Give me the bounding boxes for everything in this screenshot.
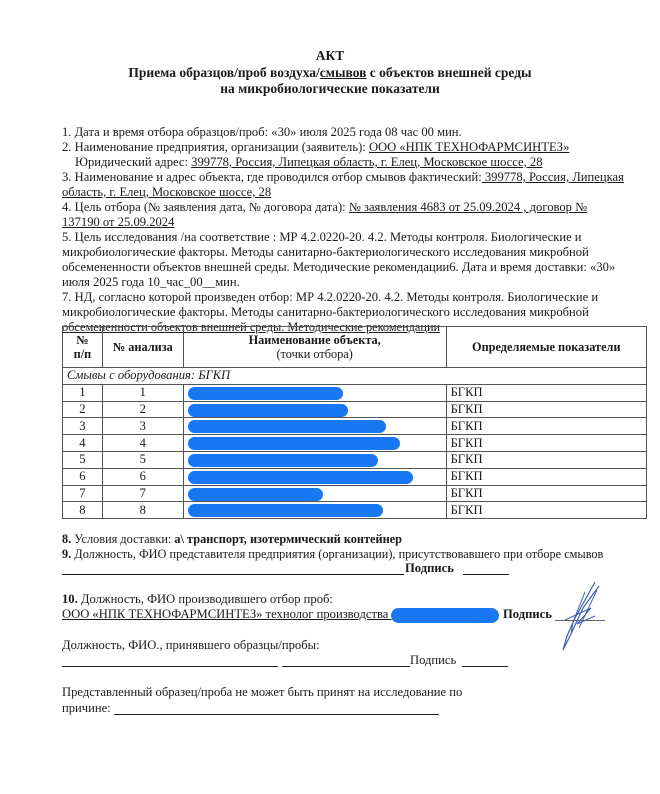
- item-1-date: 1. Дата и время отбора образцов/проб: «30» июля 2025 года 08 час 00 мин.: [62, 125, 462, 139]
- document-subtitle: [0, 65, 660, 81]
- item-number: 8.: [62, 532, 72, 546]
- item-5-line2: микробиологические факторы. Методы санитарно-бактериологического исследования микробной: [62, 245, 589, 259]
- redaction-mark: [188, 437, 400, 450]
- item-7-line3: обсемененности объектов внешней среды. Методические рекомендации: [62, 320, 441, 334]
- item-9-representative: [62, 547, 603, 562]
- table-row: [63, 418, 647, 435]
- row-number: 8: [63, 502, 103, 519]
- address-label: Юридический адрес:: [75, 155, 192, 169]
- analysis-number: 2: [102, 401, 183, 418]
- item-3-value: 399778, Россия, Липецкая: [481, 170, 624, 184]
- analysis-number: 8: [102, 502, 183, 519]
- header-text: Наименование объекта,: [248, 333, 381, 347]
- item-9-signature-line: [463, 574, 509, 575]
- item-4-value: № заявления 4683 от 25.09.2024 , договор №: [348, 200, 588, 214]
- item-2-organization: [62, 140, 569, 155]
- header-text: №: [76, 333, 89, 347]
- item-number: 9.: [62, 547, 72, 561]
- indicator: БГКП: [446, 485, 646, 502]
- redaction-mark: [188, 387, 343, 400]
- object-name-redacted: [183, 451, 446, 468]
- row-number: 5: [63, 451, 103, 468]
- item-8-delivery-conditions: [62, 532, 402, 547]
- item-2-value: ООО «НПК ТЕХНОФАРМСИНТЕЗ»: [368, 140, 570, 154]
- indicator: БГКП: [446, 401, 646, 418]
- redaction-mark: [188, 488, 323, 501]
- table-row: [63, 468, 647, 485]
- receiver-signature-line: [462, 666, 508, 667]
- analysis-number: 6: [102, 468, 183, 485]
- item-3-label: 3. Наименование и адрес объекта, где проводился отбор смывов фактический:: [62, 170, 482, 184]
- table-row: [63, 384, 647, 401]
- object-name-redacted: [183, 485, 446, 502]
- table-row: [63, 502, 647, 519]
- object-name-redacted: [183, 502, 446, 519]
- item-5-line1: 5. Цель исследования /на соответствие : МР 4.2.0220-20. 4.2. Методы контроля. Биологические и: [62, 230, 582, 244]
- item-8-value: а\ транспорт, изотермический контейнер: [174, 532, 402, 546]
- item-3-object: [62, 170, 624, 185]
- analysis-number: 5: [102, 451, 183, 468]
- table-group-row: [63, 368, 647, 385]
- reject-reason-line1: Представленный образец/проба не может быть принят на исследование по: [62, 685, 463, 699]
- row-number: 3: [63, 418, 103, 435]
- reject-reason-line: [114, 714, 439, 715]
- col-header-object: [183, 327, 446, 368]
- analysis-number: 3: [102, 418, 183, 435]
- item-4-label: 4. Цель отбора (№ заявления дата, № договора дата):: [62, 200, 349, 214]
- table-row: [63, 485, 647, 502]
- analysis-number: 1: [102, 384, 183, 401]
- indicator: БГКП: [446, 384, 646, 401]
- item-number: 10.: [62, 592, 78, 606]
- address-value: 399778, Россия, Липецкая область, г. Елец, Московское шоссе, 28: [191, 155, 543, 169]
- row-number: 7: [63, 485, 103, 502]
- subtitle-part: Приема образцов/проб воздуха/: [128, 65, 320, 80]
- object-name-redacted: [183, 401, 446, 418]
- subtitle-part: с объектов внешней среды: [366, 65, 532, 80]
- redaction-mark: [188, 504, 383, 517]
- subtitle-underlined: смывов: [319, 65, 367, 80]
- object-name-redacted: [183, 384, 446, 401]
- receiver-position-line: [282, 666, 410, 667]
- document-subtitle-line2: на микробиологические показатели: [220, 81, 440, 96]
- object-name-redacted: [183, 468, 446, 485]
- item-2-address: [75, 155, 543, 170]
- item-2-label: 2. Наименование предприятия, организации (заявитель):: [62, 140, 369, 154]
- indicator: БГКП: [446, 418, 646, 435]
- table-row: [63, 451, 647, 468]
- item-7-line1: 7. НД, согласно которой произведен отбор: МР 4.2.0220-20. 4.2. Методы контроля. Биологические и: [62, 290, 599, 304]
- indicator: БГКП: [446, 468, 646, 485]
- receiver-name-line: [62, 666, 278, 667]
- item-7-line2: микробиологические факторы. Методы санитарно-бактериологического исследования микробной: [62, 305, 589, 319]
- item-10-value-row: [62, 607, 499, 623]
- item-3-value-cont: область, г. Елец, Московское шоссе, 28: [62, 185, 272, 199]
- item-10-value: ООО «НПК ТЕХНОФАРМСИНТЕЗ» технолог производства: [62, 607, 392, 621]
- representative-name-line: [62, 574, 404, 575]
- row-number: 4: [63, 435, 103, 452]
- redaction-mark: [188, 454, 378, 467]
- item-10-sampler: [62, 592, 333, 607]
- indicator: БГКП: [446, 502, 646, 519]
- redaction-mark: [188, 471, 413, 484]
- row-number: 1: [63, 384, 103, 401]
- header-text: п/п: [73, 347, 92, 361]
- table-header-row: [63, 327, 647, 368]
- item-4-purpose: [62, 200, 587, 215]
- receiver-signature-label: Подпись: [410, 653, 457, 667]
- row-number: 6: [63, 468, 103, 485]
- indicator: БГКП: [446, 435, 646, 452]
- row-number: 2: [63, 401, 103, 418]
- table-row: [63, 401, 647, 418]
- handwritten-signature-icon: [555, 578, 605, 653]
- header-text: (точки отбора): [276, 347, 353, 361]
- document-title: АКТ: [315, 48, 345, 63]
- samples-table: [62, 326, 647, 519]
- reject-reason-label: причине:: [62, 701, 111, 715]
- object-name-redacted: [183, 435, 446, 452]
- object-name-redacted: [183, 418, 446, 435]
- item-4-value-cont: 137190 от 25.09.2024: [62, 215, 175, 229]
- item-9-signature-label: Подпись: [405, 561, 454, 575]
- item-5-line3: обсемененности объектов внешней среды. Методические рекомендации6. Дата и время доставки: «30»: [62, 260, 616, 274]
- receiver-label: Должность, ФИО., принявшего образцы/пробы:: [62, 638, 320, 652]
- item-10-signature-label: Подпись: [503, 607, 552, 621]
- item-10-label: Должность, ФИО производившего отбор проб:: [77, 592, 333, 606]
- item-9-label: Должность, ФИО представителя предприятия (организации), присутствовавшего при отборе смывов: [71, 547, 604, 561]
- redaction-mark: [188, 404, 348, 417]
- analysis-number: 4: [102, 435, 183, 452]
- col-header-indicators: Определяемые показатели: [446, 327, 646, 368]
- item-6-delivery-time: июля 2025 года 10_час_00__мин.: [62, 275, 240, 289]
- analysis-number: 7: [102, 485, 183, 502]
- item-8-label: Условия доставки:: [71, 532, 175, 546]
- group-label: Смывы с оборудования: БГКП: [63, 368, 647, 385]
- col-header-number: [63, 327, 103, 368]
- redaction-mark: [188, 420, 386, 433]
- table-row: [63, 435, 647, 452]
- indicator: БГКП: [446, 451, 646, 468]
- redaction-mark: [391, 608, 499, 623]
- col-header-analysis: № анализа: [102, 327, 183, 368]
